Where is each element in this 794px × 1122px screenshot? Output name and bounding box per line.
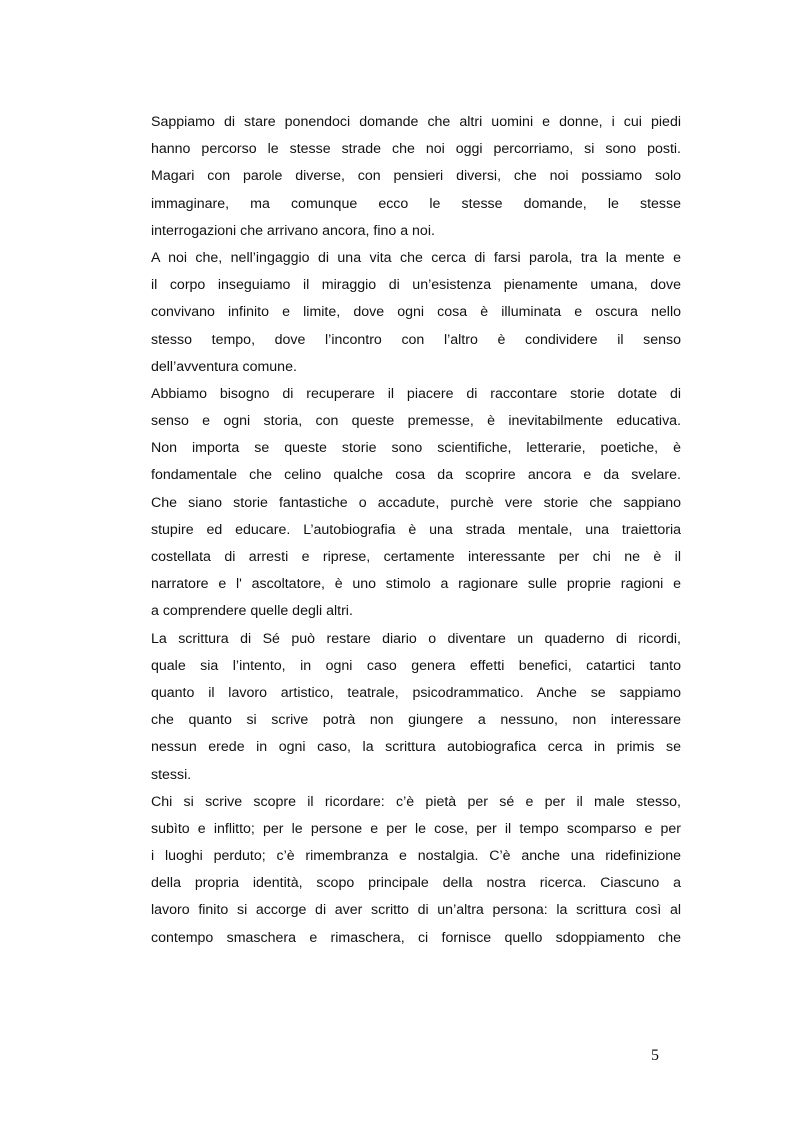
text-line: che quanto si scrive potrà non giungere a nessuno, non interessare (151, 712, 681, 729)
text-line: costellata di arresti e riprese, certamente interessante per chi ne è il (151, 549, 681, 565)
text-line: Sappiamo di stare ponendoci domande che altri uomini e donne, i cui piedi (151, 114, 681, 130)
text-line: stupire ed educare. L’autobiografia è una strada mentale, una traiettoria (151, 521, 681, 538)
text-line: fondamentale che celino qualche cosa da scoprire ancora e da svelare. (151, 467, 681, 484)
text-line: a comprendere quelle degli altri. (151, 603, 353, 620)
text-line: Abbiamo bisogno di recuperare il piacere di raccontare storie dotate di (151, 385, 681, 402)
body-text (151, 109, 681, 952)
text-line: Che siano storie fantastiche o accadute, purchè vere storie che sappiano (151, 494, 681, 511)
text-line: stessi. (151, 766, 192, 783)
text-line: nessun erede in ogni caso, la scrittura autobiografica cerca in primis se (151, 739, 681, 756)
text-line: A noi che, nell’ingaggio di una vita che cerca di farsi parola, tra la mente e (151, 249, 681, 266)
text-line: immaginare, ma comunque ecco le stesse domande, le stesse (151, 195, 681, 212)
text-line: hanno percorso le stesse strade che noi oggi percorriamo, si sono posti. (151, 141, 681, 158)
text-line: interrogazioni che arrivano ancora, fino a noi. (151, 222, 435, 239)
text-line: Non importa se queste storie sono scientifiche, letterarie, poetiche, è (151, 440, 681, 457)
text-line: della propria identità, scopo principale della nostra ricerca. Ciascuno a (151, 875, 681, 892)
text-line: Magari con parole diverse, con pensieri diversi, che noi possiamo solo (151, 168, 681, 185)
text-line: La scrittura di Sé può restare diario o diventare un quaderno di ricordi, (151, 630, 681, 647)
text-line: senso e ogni storia, con queste premesse, è inevitabilmente educativa. (151, 413, 681, 430)
text-line: lavoro finito si accorge di aver scritto di un’altra persona: la scrittura così al (151, 902, 681, 919)
text-line: i luoghi perduto; c’è rimembranza e nostalgia. C’è anche una ridefinizione (151, 848, 681, 865)
text-line: narratore e l' ascoltatore, è uno stimolo a ragionare sulle proprie ragioni e (151, 576, 681, 593)
text-line: quanto il lavoro artistico, teatrale, psicodrammatico. Anche se sappiamo (151, 684, 681, 701)
text-line: stesso tempo, dove l’incontro con l’altro è condividere il senso (151, 331, 681, 348)
text-line: contempo smaschera e rimaschera, ci fornisce quello sdoppiamento che (151, 929, 681, 946)
text-line: dell’avventura comune. (151, 358, 297, 375)
text-line: subìto e inflitto; per le persone e per le cose, per il tempo scomparso e per (151, 820, 681, 837)
page-number: 5 (651, 1047, 659, 1064)
text-line: il corpo inseguiamo il miraggio di un’esistenza pienamente umana, dove (151, 277, 681, 294)
text-line: Chi si scrive scopre il ricordare: c’è pietà per sé e per il male stesso, (151, 793, 681, 810)
text-line: convivano infinito e limite, dove ogni cosa è illuminata e oscura nello (151, 304, 681, 321)
text-line: quale sia l’intento, in ogni caso genera effetti benefici, catartici tanto (151, 657, 681, 674)
